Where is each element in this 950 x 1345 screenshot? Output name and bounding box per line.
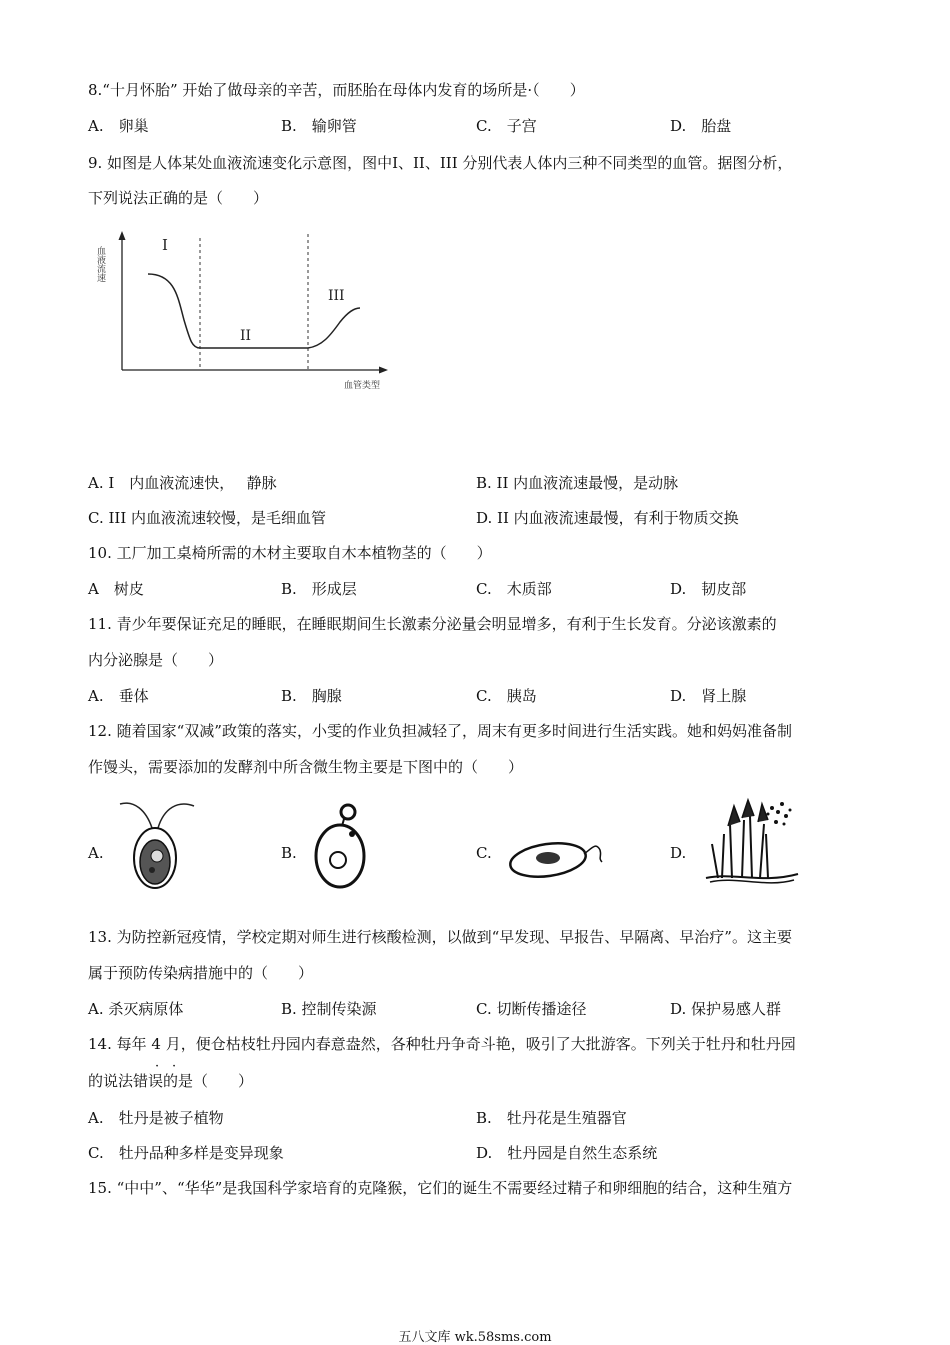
yeast-image	[306, 800, 378, 892]
q11-stem-line2: 内分泌腺是（ ）	[88, 651, 224, 669]
q14-option-a: A. 牡丹是被子植物	[88, 1109, 224, 1127]
y-axis-arrow	[119, 231, 126, 240]
q9-option-b: B. II 内血液流速最慢，是动脉	[476, 474, 679, 492]
q8-option-c: C. 子宫	[476, 117, 537, 135]
q11-option-c: C. 胰岛	[476, 687, 537, 705]
q11-option-b: B. 胸腺	[281, 687, 342, 705]
q15-stem-line1: 15. “中中”、“华华”是我国科学家培育的克隆猴，它们的诞生不需要经过精子和卵细胞的结合，这种生殖方	[88, 1179, 793, 1197]
blood-flow-speed-figure	[90, 228, 400, 398]
footer-watermark: 五八文库 wk.58sms.com	[398, 1330, 552, 1345]
q13-option-d: D. 保护易感人群	[670, 1000, 782, 1018]
q12-option-d: D.	[670, 844, 687, 862]
q11-stem-line1: 11. 青少年要保证充足的睡眠，在睡眠期间生长激素分泌量会明显增多，有利于生长发育。分泌该激素的	[88, 615, 777, 633]
q13-stem-line2: 属于预防传染病措施中的（ ）	[88, 964, 314, 982]
mold-image	[702, 794, 802, 888]
emphasis-dot: ·	[172, 1059, 177, 1074]
q10-stem: 10. 工厂加工桌椅所需的木材主要取自木本植物茎的（ ）	[88, 544, 492, 562]
q14-option-c: C. 牡丹品种多样是变异现象	[88, 1144, 284, 1162]
chlamydomonas-image	[112, 796, 202, 894]
q9-option-d: D. II 内血液流速最慢，有利于物质交换	[476, 509, 739, 527]
q10-option-a: A 树皮	[88, 580, 144, 598]
y-axis-label: 血液流速	[95, 246, 105, 282]
x-axis-label: 血管类型	[344, 381, 381, 391]
q9-option-a: A. Ⅰ 内血液流速快， 静脉	[88, 474, 277, 492]
x-axis-arrow	[379, 367, 388, 374]
q8-option-b: B. 输卵管	[281, 117, 357, 135]
q11-option-a: A. 垂体	[88, 687, 149, 705]
q14-stem-line2: 的说法错误的是（ ）	[88, 1072, 254, 1090]
q13-option-c: C. 切断传播途径	[476, 1000, 587, 1018]
q9-stem-line1: 9. 如图是人体某处血液流速变化示意图，图中Ⅰ、II、III 分别代表人体内三种不同类型的血管。据图分析，	[88, 154, 793, 172]
segment-label-3: III	[328, 288, 345, 304]
emphasis-dot: ·	[155, 1059, 160, 1074]
segment-label-2: II	[240, 328, 252, 344]
q13-option-b: B. 控制传染源	[281, 1000, 377, 1018]
q14-option-d: D. 牡丹园是自然生态系统	[476, 1144, 658, 1162]
q11-option-d: D. 肾上腺	[670, 687, 747, 705]
q12-stem-line1: 12. 随着国家“双减”政策的落实，小雯的作业负担减轻了，周末有更多时间进行生活实践。她和妈妈准备制	[88, 722, 792, 740]
q12-option-c: C.	[476, 844, 492, 862]
bacterium-image	[504, 828, 608, 884]
q12-option-b: B.	[281, 844, 297, 862]
q9-option-c: C. III 内血液流速较慢，是毛细血管	[88, 509, 327, 527]
q10-option-c: C. 木质部	[476, 580, 552, 598]
q12-option-a: A.	[88, 844, 104, 862]
q14-stem-line1: 14. 每年 4 月，便仓枯枝牡丹园内春意盎然，各种牡丹争奇斗艳，吸引了大批游客。下列关于牡丹和牡丹园	[88, 1035, 796, 1053]
q8-option-a: A. 卵巢	[88, 117, 149, 135]
q12-stem-line2: 作馒头，需要添加的发酵剂中所含微生物主要是下图中的（ ）	[88, 758, 524, 776]
q14-option-b: B. 牡丹花是生殖器官	[476, 1109, 627, 1127]
q13-option-a: A. 杀灭病原体	[88, 1000, 184, 1018]
q9-stem-line2: 下列说法正确的是（ ）	[88, 189, 269, 207]
flow-speed-curve	[148, 274, 360, 348]
q10-option-d: D. 韧皮部	[670, 580, 747, 598]
q13-stem-line1: 13. 为防控新冠疫情，学校定期对师生进行核酸检测，以做到“早发现、早报告、早隔离、早治疗”。这主要	[88, 928, 792, 946]
q8-option-d: D. 胎盘	[670, 117, 732, 135]
segment-label-1: I	[162, 236, 168, 254]
q8-stem: 8.“十月怀胎” 开始了做母亲的辛苦，而胚胎在母体内发育的场所是·（ ）	[88, 81, 585, 99]
q10-option-b: B. 形成层	[281, 580, 357, 598]
